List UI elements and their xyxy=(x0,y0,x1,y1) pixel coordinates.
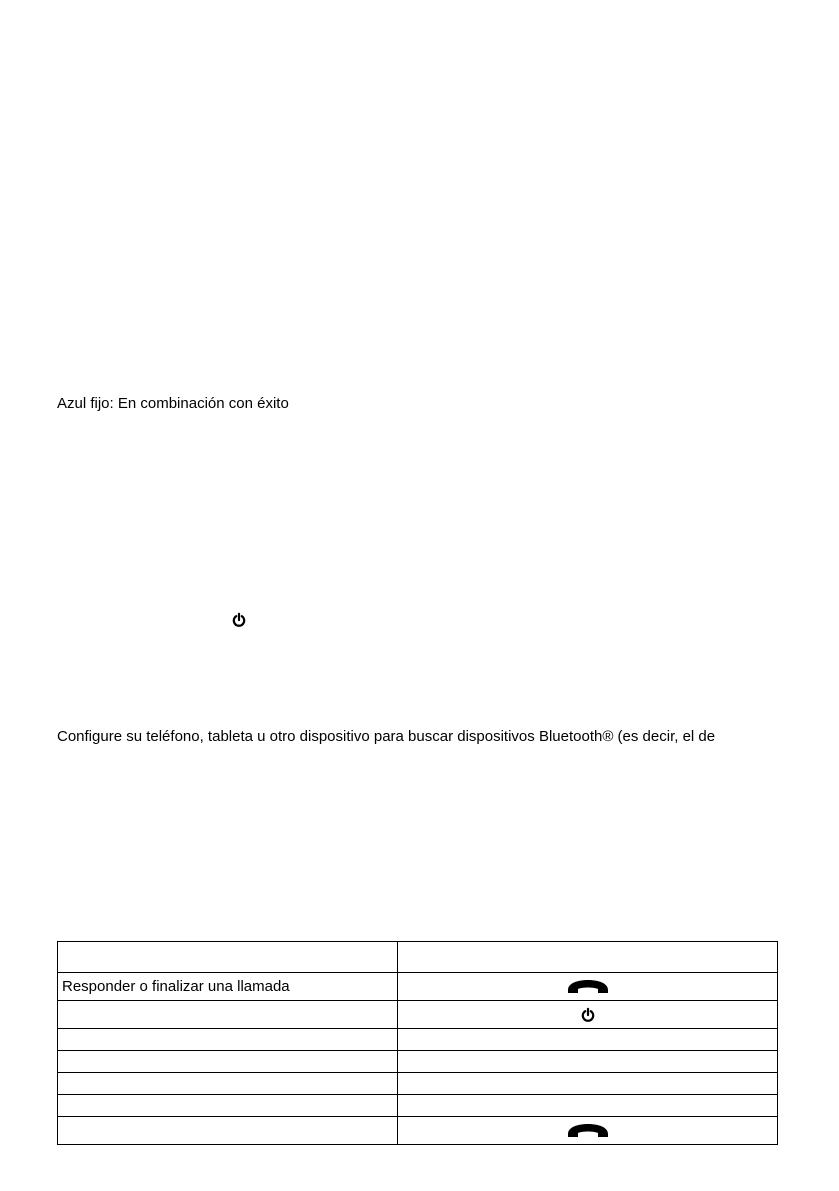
icon-cell xyxy=(398,1029,778,1051)
action-cell xyxy=(58,1117,398,1145)
phone-handset-icon xyxy=(566,979,610,995)
action-cell xyxy=(58,942,398,973)
icon-cell xyxy=(398,1001,778,1029)
table-row xyxy=(58,1051,778,1073)
action-cell xyxy=(58,1001,398,1029)
configure-device-text: Configure su teléfono, tableta u otro dispositivo para buscar dispositivos Bluetooth® (es decir, el de xyxy=(57,728,716,745)
action-cell xyxy=(58,1073,398,1095)
table-row xyxy=(58,1117,778,1145)
power-icon xyxy=(580,1007,596,1023)
action-cell xyxy=(58,1051,398,1073)
power-icon xyxy=(231,612,247,628)
icon-cell xyxy=(398,1117,778,1145)
table-row xyxy=(58,1001,778,1029)
icon-cell xyxy=(398,973,778,1001)
icon-cell xyxy=(398,1073,778,1095)
icon-cell xyxy=(398,1095,778,1117)
table-row xyxy=(58,1029,778,1051)
controls-table xyxy=(57,941,778,1145)
icon-cell xyxy=(398,1051,778,1073)
table-row xyxy=(58,1073,778,1095)
blue-status-text: Azul fijo: En combinación con éxito xyxy=(57,395,289,412)
table-row xyxy=(58,973,778,1001)
action-cell xyxy=(58,1029,398,1051)
table-row xyxy=(58,1095,778,1117)
action-cell xyxy=(58,1095,398,1117)
icon-cell xyxy=(398,942,778,973)
phone-handset-icon xyxy=(566,1123,610,1139)
action-cell: Responder o finalizar una llamada xyxy=(58,973,398,1001)
table-row xyxy=(58,942,778,973)
